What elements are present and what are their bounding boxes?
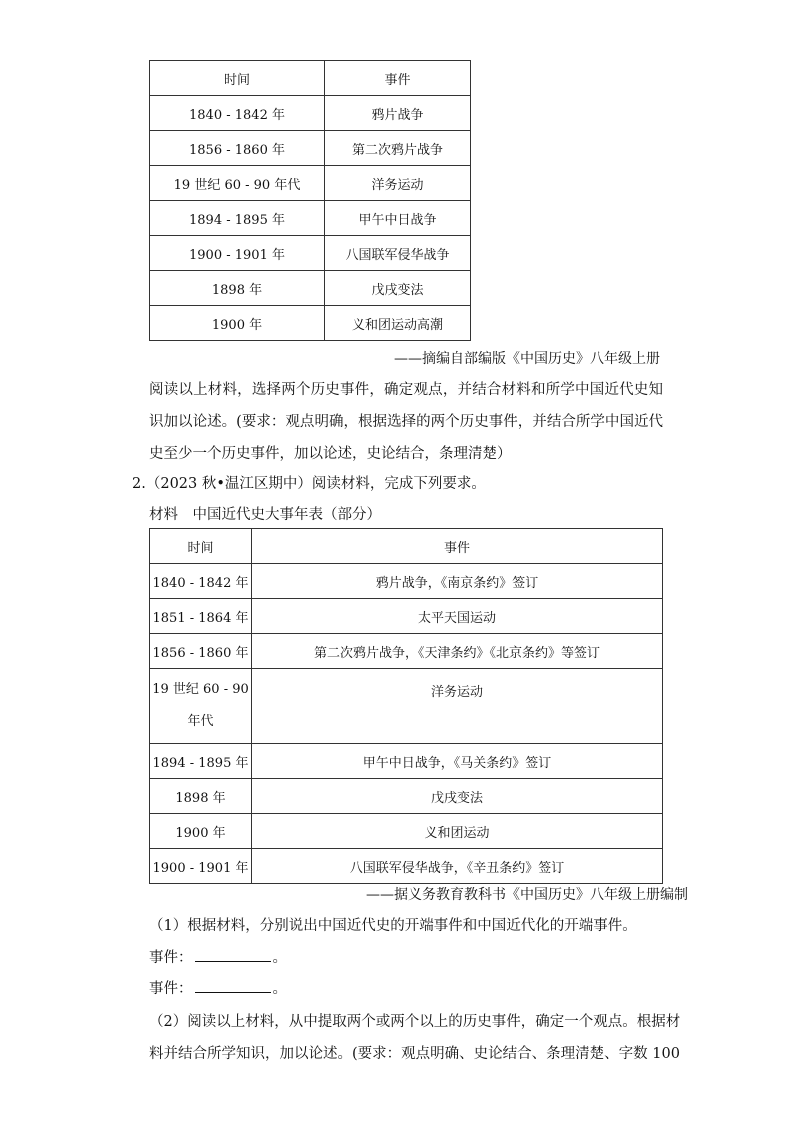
table-row	[150, 744, 663, 779]
cell-time: 1898 年	[150, 271, 325, 306]
cell-time: 1851 - 1864 年	[150, 599, 252, 634]
cell-time: 1856 - 1860 年	[150, 131, 325, 166]
cell-event: 洋务运动	[325, 166, 471, 201]
question1-text: 阅读以上材料，选择两个历史事件，确定观点，并结合材料和所学中国近代史知识加以论述。(要求：观点明确，根据选择的两个历史事件，并结合所学中国近代史至少一个历史事件，加以论述，史论结合，条理清楚）	[149, 382, 663, 462]
subquestion-2-line2: 料并结合所学知识，加以论述。(要求：观点明确、史论结合、条理清楚、字数 100	[149, 1046, 680, 1062]
table-row	[150, 236, 471, 271]
cell-time-line1: 19 世纪 60 - 90	[152, 682, 249, 697]
table-row	[150, 814, 663, 849]
event-table-1	[149, 60, 471, 341]
event-table-2	[149, 528, 663, 884]
question2-heading	[132, 472, 486, 493]
cell-event: 第二次鸦片战争，《天津条约》《北京条约》等签订	[252, 634, 663, 669]
answer-line-1	[149, 946, 287, 967]
material-title: 材料 中国近代史大事年表（部分）	[149, 507, 381, 523]
answer-period: 。	[272, 950, 287, 966]
cell-time: 1840 - 1842 年	[150, 96, 325, 131]
cell-event: 戊戌变法	[325, 271, 471, 306]
table-row	[150, 201, 471, 236]
cell-time: 1900 年	[150, 814, 252, 849]
answer-blank[interactable]	[195, 978, 271, 993]
cell-time: 1900 - 1901 年	[150, 236, 325, 271]
answer-blank[interactable]	[195, 947, 271, 962]
answer-label: 事件：	[149, 950, 193, 966]
cell-event: 八国联军侵华战争	[325, 236, 471, 271]
header-time: 时间	[150, 61, 325, 96]
cell-event: 八国联军侵华战争，《辛丑条约》签订	[252, 849, 663, 884]
header-event: 事件	[325, 61, 471, 96]
cell-time: 1894 - 1895 年	[150, 201, 325, 236]
subquestion-1: （1）根据材料，分别说出中国近代史的开端事件和中国近代化的开端事件。	[149, 918, 637, 934]
cell-time: 1894 - 1895 年	[150, 744, 252, 779]
cell-time: 1900 - 1901 年	[150, 849, 252, 884]
cell-time: 1900 年	[150, 306, 325, 341]
header-event: 事件	[252, 529, 663, 564]
cell-time: 1898 年	[150, 779, 252, 814]
cell-event: 义和团运动高潮	[325, 306, 471, 341]
answer-period: 。	[272, 981, 287, 997]
cell-time-line2: 年代	[187, 714, 214, 729]
question-intro: （2023 秋•温江区期中）阅读材料，完成下列要求。	[145, 476, 486, 492]
cell-event: 戊戌变法	[252, 779, 663, 814]
table-row	[150, 599, 663, 634]
table2-source: ——据义务教育教科书《中国历史》八年级上册编制	[366, 887, 688, 903]
cell-time	[150, 669, 252, 744]
question-number: 2.	[132, 476, 146, 492]
subquestion-2-line1: （2）阅读以上材料，从中提取两个或两个以上的历史事件，确定一个观点。根据材	[149, 1014, 681, 1030]
table-row	[150, 131, 471, 166]
table-row	[150, 271, 471, 306]
cell-event: 鸦片战争，《南京条约》签订	[252, 564, 663, 599]
cell-time: 1856 - 1860 年	[150, 634, 252, 669]
cell-event: 洋务运动	[252, 669, 663, 744]
table-header-row	[150, 61, 471, 96]
cell-event: 甲午中日战争	[325, 201, 471, 236]
header-time: 时间	[150, 529, 252, 564]
cell-time: 1840 - 1842 年	[150, 564, 252, 599]
table-header-row	[150, 529, 663, 564]
table1-source: ——摘编自部编版《中国历史》八年级上册	[394, 351, 660, 367]
table-row	[150, 166, 471, 201]
cell-event: 鸦片战争	[325, 96, 471, 131]
answer-line-2	[149, 977, 287, 998]
table-row	[150, 96, 471, 131]
cell-event: 义和团运动	[252, 814, 663, 849]
answer-label: 事件：	[149, 981, 193, 997]
table-row	[150, 849, 663, 884]
table-row	[150, 779, 663, 814]
cell-event: 甲午中日战争，《马关条约》签订	[252, 744, 663, 779]
table-row	[150, 306, 471, 341]
table-row	[150, 564, 663, 599]
cell-time: 19 世纪 60 - 90 年代	[150, 166, 325, 201]
table-row	[150, 634, 663, 669]
cell-event: 第二次鸦片战争	[325, 131, 471, 166]
table-row	[150, 669, 663, 744]
cell-event: 太平天国运动	[252, 599, 663, 634]
